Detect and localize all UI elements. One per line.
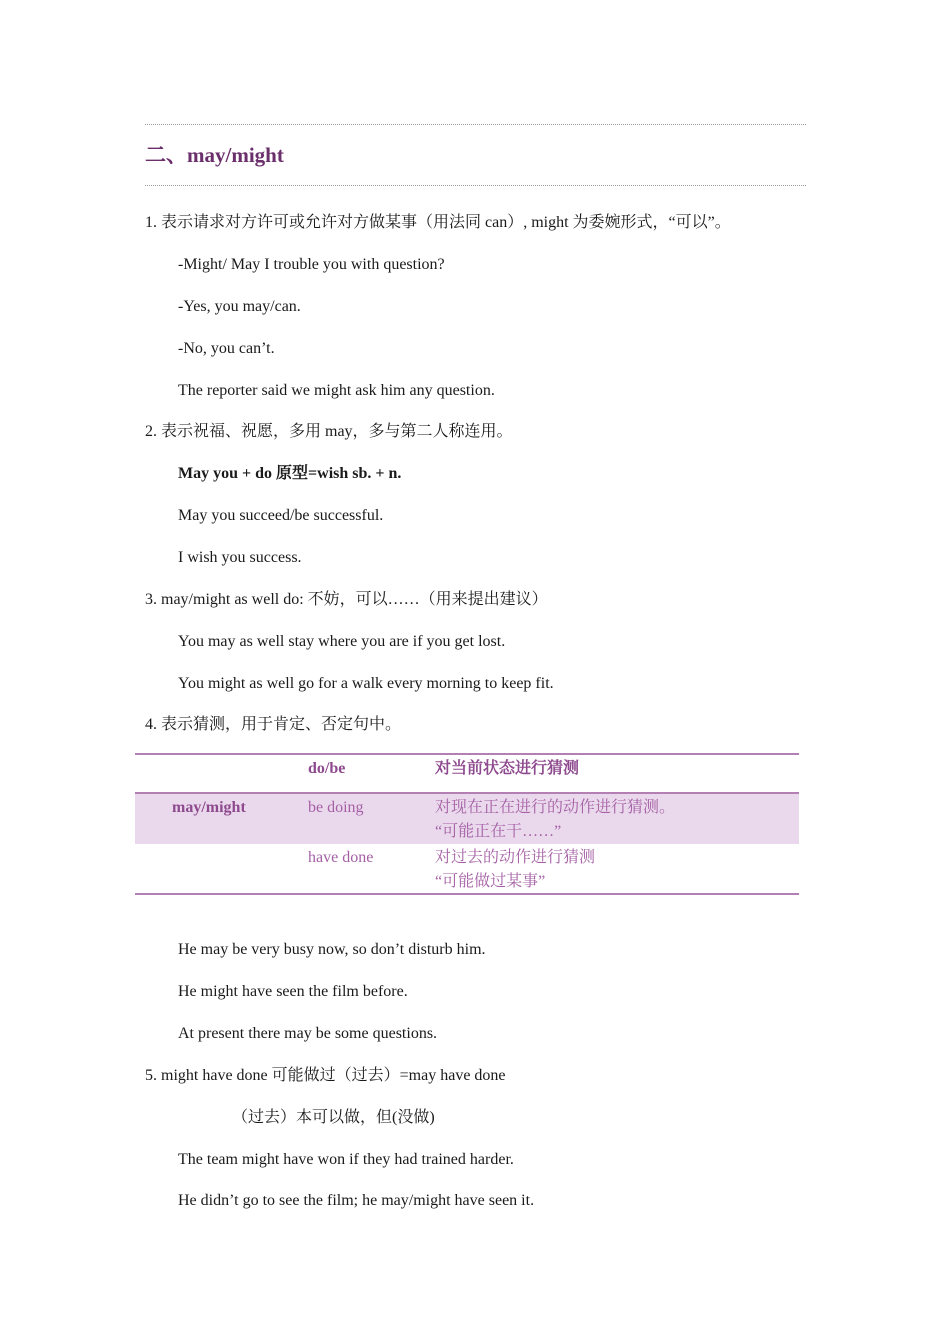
example-line: May you succeed/be successful. (178, 507, 384, 524)
table-header-desc: 对当前状态进行猜测 (435, 760, 580, 777)
example-line: You may as well stay where you are if you get lost. (178, 633, 506, 650)
example-line: The reporter said we might ask him any question. (178, 382, 495, 399)
section-heading: 二、may/might (145, 143, 284, 167)
example-line: -No, you can’t. (178, 340, 275, 357)
point-3: 3. may/might as well do: 不妨，可以……（用来提出建议） (145, 591, 548, 608)
usage-table (135, 753, 799, 895)
heading-divider (145, 185, 806, 186)
example-line: He might have seen the film before. (178, 983, 408, 1000)
point-5: 5. might have done 可能做过（过去）=may have done (145, 1067, 506, 1084)
example-line: I wish you success. (178, 549, 302, 566)
table-cell-desc: “可能做过某事” (435, 873, 546, 890)
table-row-label: may/might (172, 799, 246, 816)
example-line: -Might/ May I trouble you with question? (178, 256, 445, 273)
table-header-border (135, 792, 799, 794)
example-line: He didn’t go to see the film; he may/might have seen it. (178, 1192, 535, 1209)
top-divider (145, 124, 806, 125)
table-cell-desc: 对现在正在进行的动作进行猜测。 (435, 799, 676, 816)
table-cell-desc: 对过去的动作进行猜测 (435, 849, 596, 866)
point-1: 1. 表示请求对方许可或允许对方做某事（用法同 can）, might 为委婉形式，“可以”。 (145, 214, 731, 231)
table-header-form: do/be (308, 760, 346, 777)
point-2: 2. 表示祝福、祝愿，多用 may，多与第二人称连用。 (145, 423, 513, 440)
table-cell-desc: “可能正在干……” (435, 823, 562, 840)
example-line: At present there may be some questions. (178, 1025, 438, 1042)
example-line: You might as well go for a walk every morning to keep fit. (178, 675, 554, 692)
table-cell-form: have done (308, 849, 374, 866)
formula-line: May you + do 原型=wish sb. + n. (178, 465, 402, 482)
example-line: -Yes, you may/can. (178, 298, 301, 315)
table-top-border (135, 753, 799, 755)
point-5-sub: （过去）本可以做，但(没做) (232, 1109, 435, 1126)
point-4: 4. 表示猜测，用于肯定、否定句中。 (145, 716, 402, 733)
example-line: He may be very busy now, so don’t disturb him. (178, 941, 486, 958)
table-cell-form: be doing (308, 799, 364, 816)
example-line: The team might have won if they had trained harder. (178, 1151, 514, 1168)
